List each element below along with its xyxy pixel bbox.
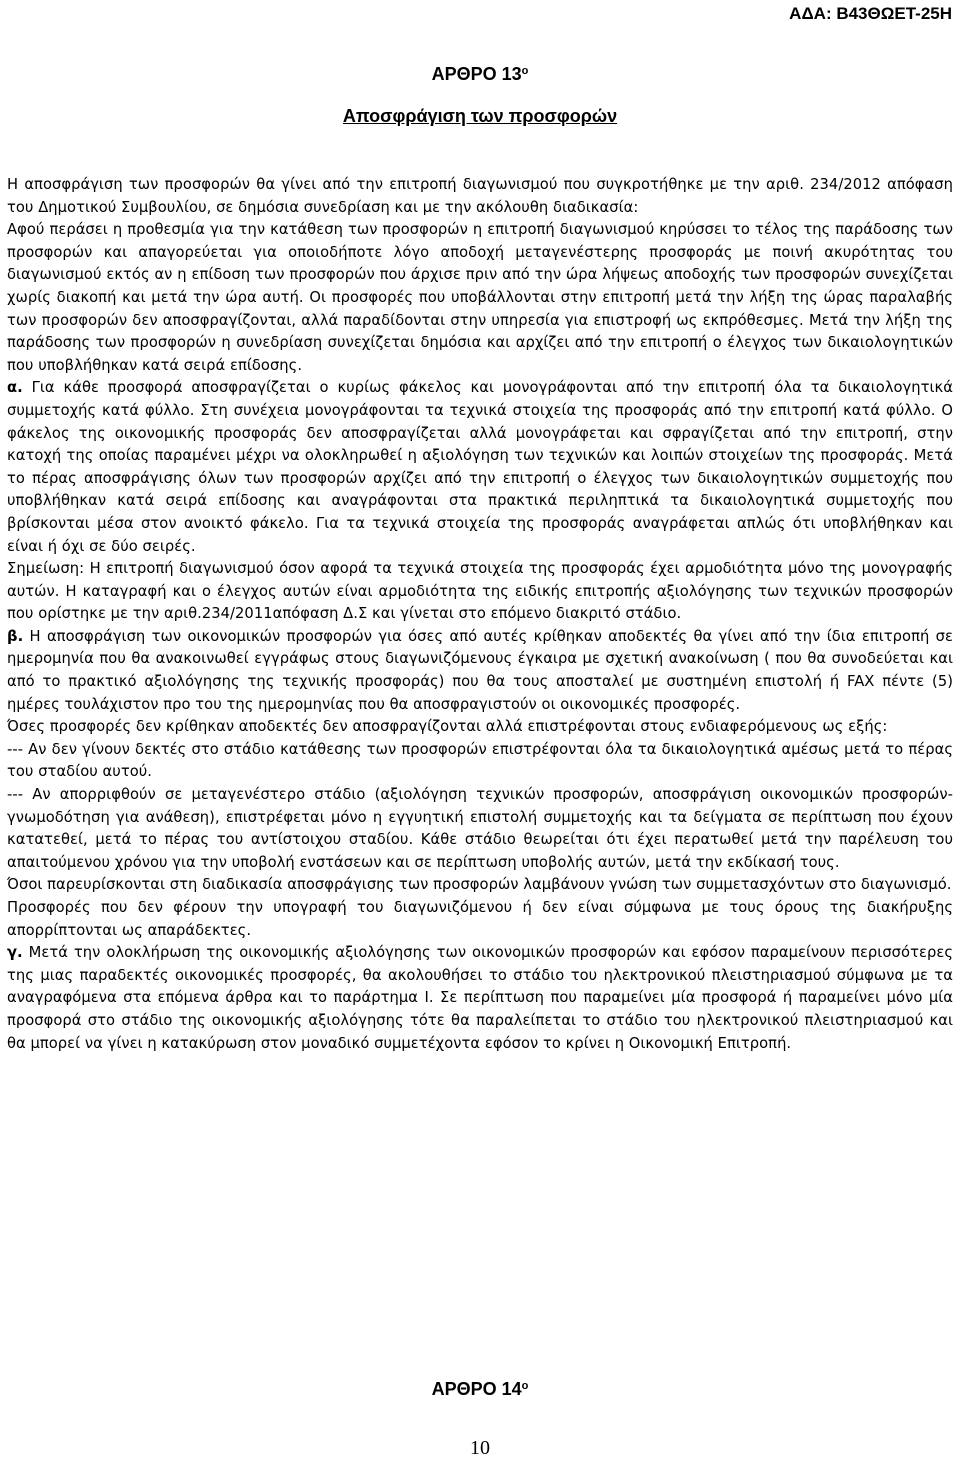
paragraph-a-label: α. xyxy=(7,379,23,397)
article-13-title xyxy=(0,64,960,85)
paragraph-dash-2: --- Αν απορριφθούν σε μεταγενέστερο στάδιο (αξιολόγηση τεχνικών προσφορών, αποσφράγιση οικονομικών προσφορών-γνωμοδότηση για ανάθεση), επιστρέφεται μόνο η εγγυητική επιστολή συμμετοχής και τα δείγματα σε περίπτωση που έχουν κατατεθεί, μετά το πέρας του αντίστοιχου σταδίου. Κάθε στάδιο θεωρείται ότι έχει περατωθεί μετά την παρέλευση του απαιτούμενου χρόνου για την υποβολή ενστάσεων και σε περίπτωση υποβολής αυτών, μετά την εκδίκασή τους. xyxy=(7,786,953,871)
article-14-title-superscript: ο xyxy=(521,1380,529,1392)
paragraph-deadline: Αφού περάσει η προθεσμία για την κατάθεση των προσφορών η επιτροπή διαγωνισμού κηρύσσει το τέλος της παράδοσης των προσφορών και απαγορεύεται για οποιοδήποτε λόγο αποδοχή μεταγενέστερης προσφοράς με ποινή ακυρότητας του διαγωνισμού εκτός αν η επίδοση των προσφορών που άρχισε πριν από την ώρα λήψεως αποδοχής των προσφορών συνεχίζεται χωρίς διακοπή και μετά την ώρα αυτή. Οι προσφορές που υποβάλλονται στην επιτροπή μετά την λήξη της ώρας παραλαβής των προσφορών δεν αποσφραγίζονται, αλλά παραδίδονται στην υπηρεσία για επιστροφή ως εκπρόθεσμες. Μετά την λήξη της παράδοσης των προσφορών η συνεδρίαση συνεχίζεται δημόσια και αρχίζει από την επιτροπή ο έλεγχος των δικαιολογητικών που υποβλήθηκαν κατά σειρά επίδοσης. xyxy=(7,221,953,374)
paragraph-b-label: β. xyxy=(7,627,24,645)
article-14-title xyxy=(0,1379,960,1400)
article-13-title-text: ΑΡΘΡΟ 13 xyxy=(431,64,522,84)
ada-code: ΑΔΑ: Β43ΘΩΕΤ-25Η xyxy=(789,4,952,23)
paragraph-b xyxy=(7,626,953,716)
paragraph-present: Όσοι παρευρίσκονται στη διαδικασία αποσφράγισης των προσφορών λαμβάνουν γνώση των συμμετασχόντων στο διαγωνισμό. xyxy=(7,876,952,894)
paragraph-c-text: Μετά την ολοκλήρωση της οικονομικής αξιολόγησης των οικονομικών προσφορών και εφόσον παραμείνουν περισσότερες της μιας παραδεκτές οικονομικές προσφορές, θα ακολουθήσει το στάδιο του ηλεκτρονικού πλειστηριασμού σύμφωνα με τα αναγραφόμενα στα επόμενα άρθρα και το παράρτημα Ι. Σε περίπτωση που παραμείνει μία προσφορά ή παραμείνει μόνο μία προσφορά στο στάδιο της οικονομικής αξιολόγησης τότε θα παραλείπεται το στάδιο του ηλεκτρονικού πλειστηριασμού και θα μπορεί να γίνει η κατακύρωση στον μοναδικό συμμετέχοντα εφόσον το κρίνει η Οικονομική Επιτροπή. xyxy=(7,944,953,1052)
page-number: 10 xyxy=(470,1437,490,1459)
paragraph-dash-1: --- Αν δεν γίνουν δεκτές στο στάδιο κατάθεσης των προσφορών επιστρέφονται όλα τα δικαιολογητικά αμέσως μετά το πέρας του σταδίου αυτού. xyxy=(7,740,953,781)
paragraph-rejected: Όσες προσφορές δεν κρίθηκαν αποδεκτές δεν αποσφραγίζονται αλλά επιστρέφονται στους ενδιαφερόμενους ως εξής: xyxy=(7,718,888,736)
paragraph-c xyxy=(7,942,953,1055)
article-13-body xyxy=(7,174,953,1055)
paragraph-a-text: Για κάθε προσφορά αποσφραγίζεται ο κυρίως φάκελος και μονογράφονται από την επιτροπή όλα τα δικαιολογητικά συμμετοχής κατά φύλλο. Στη συνέχεια μονογράφονται τα τεχνικά στοιχεία της προσφοράς από την επιτροπή κατά φύλλο. Ο φάκελος της οικονομικής προσφοράς δεν αποσφραγίζεται αλλά μονογράφεται και σφραγίζεται από την επιτροπή, στην κατοχή της οποίας παραμένει μέχρι να ολοκληρωθεί η αξιολόγηση των τεχνικών και λοιπών στοιχείων της προσφοράς. Μετά το πέρας αποσφράγισης όλων των προσφορών αρχίζει από την επιτροπή ο έλεγχος των δικαιολογητικών συμμετοχής που υποβλήθηκαν κατά σειρά επίδοσης και αναγράφονται στα πρακτικά περιληπτικά τα δικαιολογητικά συμμετοχής που βρίσκονται μέσα στον ανοικτό φάκελο. Για τα τεχνικά στοιχεία της προσφοράς αναγράφεται απλώς ότι υποβλήθηκαν και είναι ή όχι σε δύο σειρές. xyxy=(7,379,953,555)
paragraph-note: Σημείωση: Η επιτροπή διαγωνισμού όσον αφορά τα τεχνικά στοιχεία της προσφοράς έχει αρμοδιότητα μόνο της μονογραφής αυτών. Η καταγραφή και ο έλεγχος αυτών είναι αρμοδιότητα της ειδικής επιτροπής αξιολόγησης των τεχνικών προσφορών που ορίστηκε με την αριθ.234/2011απόφαση Δ.Σ και γίνεται στο επόμενο διακριτό στάδιο. xyxy=(7,560,953,623)
article-13-title-superscript: ο xyxy=(521,65,529,77)
paragraph-intro: Η αποσφράγιση των προσφορών θα γίνει από την επιτροπή διαγωνισμού που συγκροτήθηκε με την αριθ. 234/2012 απόφαση του Δημοτικού Συμβουλίου, σε δημόσια συνεδρίαση και με την ακόλουθη διαδικασία: xyxy=(7,176,953,216)
article-13-subtitle: Αποσφράγιση των προσφορών xyxy=(342,106,618,126)
article-14-title-text: ΑΡΘΡΟ 14 xyxy=(431,1379,522,1399)
paragraph-b-text: Η αποσφράγιση των οικονομικών προσφορών για όσες από αυτές κρίθηκαν αποδεκτές θα γίνει από την ίδια επιτροπή σε ημερομηνία που θα ανακοινωθεί εγγράφως στους διαγωνιζόμενους έγκαιρα με σχετική ανακοίνωση ( που θα συνοδεύεται και από το πρακτικό αξιολόγησης της τεχνικής προσφοράς) που θα τους αποσταλεί με συστημένη επιστολή ή FAX πέντε (5) ημέρες τουλάχιστον προ του της ημερομηνίας που θα αποσφραγιστούν οι οικονομικές προσφορές. xyxy=(7,627,953,713)
paragraph-unsigned: Προσφορές που δεν φέρουν την υπογραφή του διαγωνιζόμενου ή δεν είναι σύμφωνα με τους όρους της διακήρυξης απορρίπτονται ως απαράδεκτες. xyxy=(7,899,953,939)
paragraph-c-label: γ. xyxy=(7,944,23,962)
paragraph-a xyxy=(7,377,953,558)
